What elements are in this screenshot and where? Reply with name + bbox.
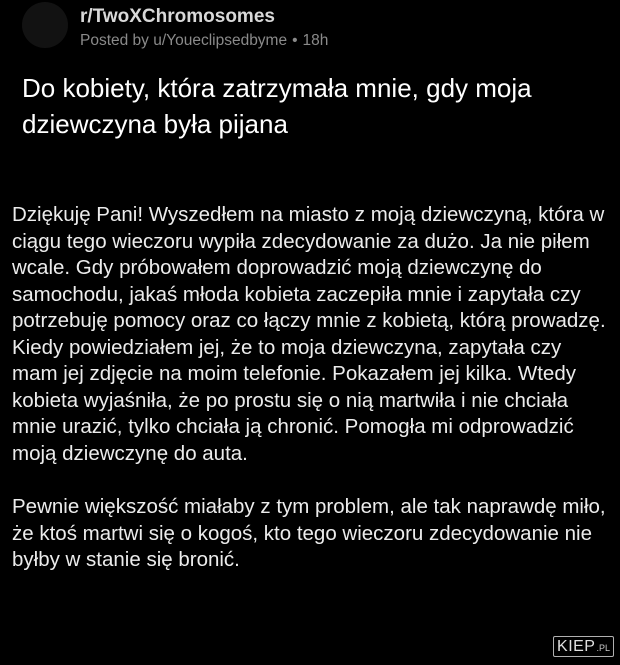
post-header bbox=[22, 2, 328, 52]
post-paragraph-1: Dziękuję Pani! Wyszedłem na miasto z moją dziewczyną, która w ciągu tego wieczoru wypiła zdecydowanie za dużo. Ja nie piłem wcale. Gdy próbowałem doprowadzić moją dziewczynę do samochodu, jakaś młoda kobieta zaczepiła mnie i zapytała czy potrzebuję pomocy oraz co łączy mnie z kobietą, którą prowadzę. Kiedy powiedziałem jej, że to moja dziewczyna, zapytała czy mam jej zdjęcie na moim telefonie. Pokazałem jej kilka. Wtedy kobieta wyjaśniła, że po prostu się o nią martwiła i nie chciała mnie urazić, tylko chciała ją chronić. Pomogła mi odprowadzić moją dziewczynę do auta. bbox=[12, 203, 606, 465]
subreddit-link[interactable]: r/TwoXChromosomes bbox=[80, 6, 275, 27]
post-paragraph-2: Pewnie większość miałaby z tym problem, ale tak naprawdę miło, że ktoś martwi się o kogoś, kto tego wieczoru zdecydowanie nie byłby w stanie się bronić. bbox=[12, 495, 606, 571]
subreddit-avatar[interactable] bbox=[22, 2, 68, 48]
posted-by-line bbox=[80, 31, 328, 51]
watermark-text: KIEP bbox=[557, 638, 596, 655]
post-title[interactable]: Do kobiety, która zatrzymała mnie, gdy moja dziewczyna była pijana bbox=[22, 73, 532, 139]
kiep-watermark-logo bbox=[553, 636, 614, 657]
post-body bbox=[12, 202, 612, 574]
meta-separator: • bbox=[292, 32, 298, 49]
post-age: 18h bbox=[302, 32, 329, 49]
post-meta bbox=[80, 2, 328, 51]
posted-by-author[interactable]: Posted by u/Youeclipsedbyme bbox=[80, 32, 288, 49]
watermark-suffix: .PL bbox=[596, 643, 610, 653]
